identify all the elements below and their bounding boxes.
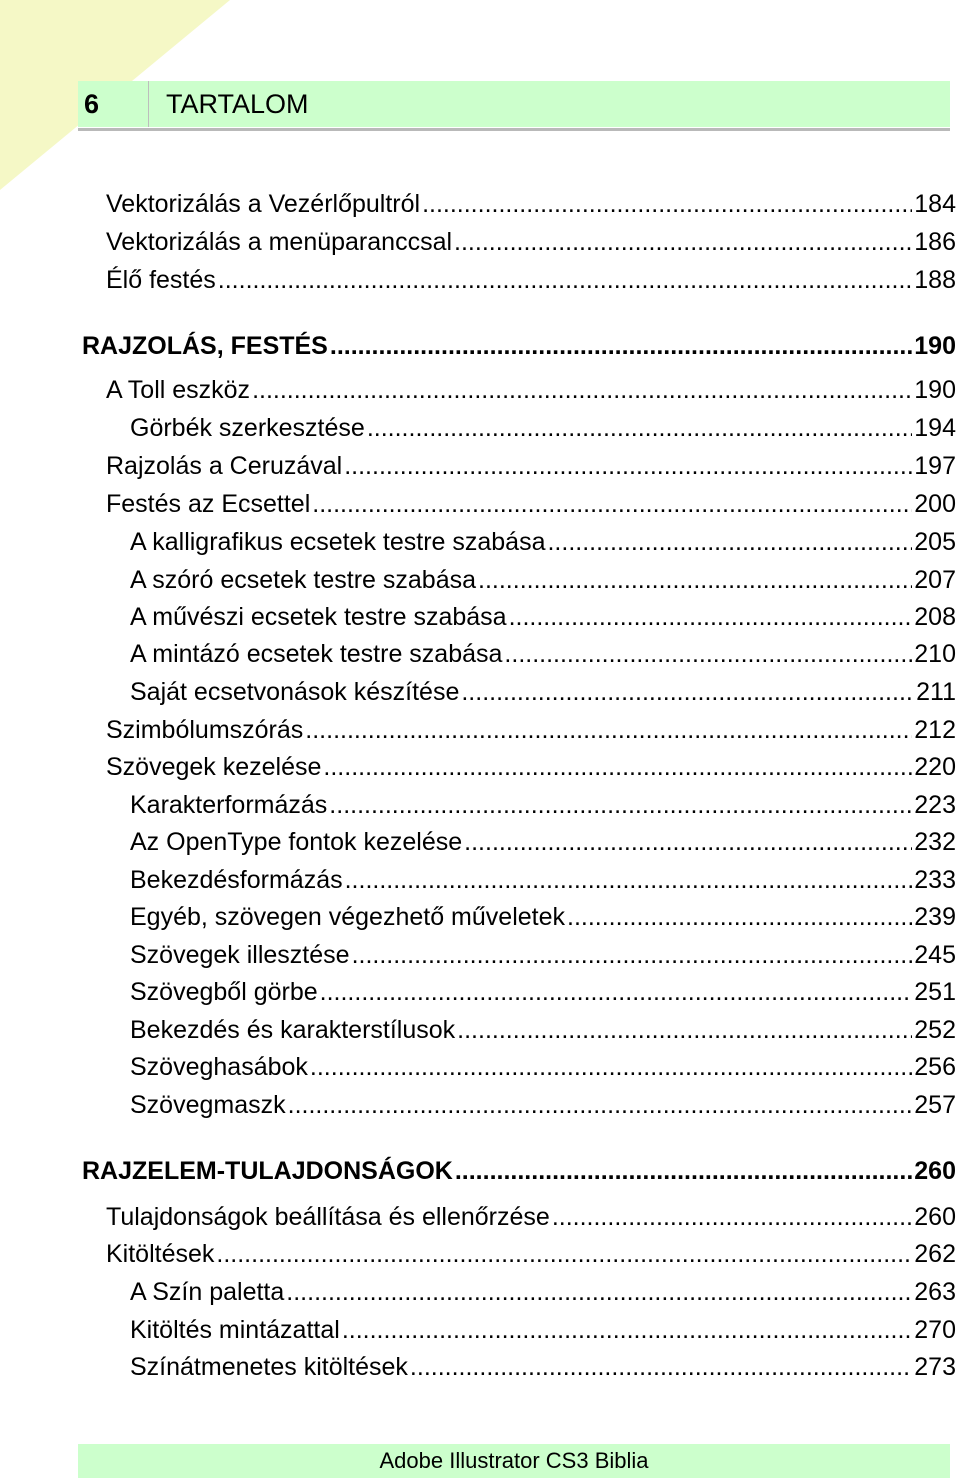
toc-page-number: 256 xyxy=(914,1053,956,1081)
toc-entry-row xyxy=(130,1312,956,1348)
toc-page-number: 205 xyxy=(914,528,956,556)
page-number: 6 xyxy=(84,89,100,119)
toc-entry-row xyxy=(106,712,956,748)
toc-dot-leader xyxy=(422,186,912,222)
toc-page-number: 190 xyxy=(914,376,956,404)
toc-page-number: 270 xyxy=(914,1316,956,1344)
toc-dot-leader xyxy=(457,1012,912,1048)
toc-entry-title: Saját ecsetvonások készítése xyxy=(130,678,460,706)
toc-dot-leader xyxy=(330,328,912,364)
toc-dot-leader xyxy=(410,1349,912,1385)
toc-entry-row xyxy=(130,824,956,860)
toc-entry-row xyxy=(106,1199,956,1235)
toc-dot-leader xyxy=(504,636,912,672)
toc-page-number: 186 xyxy=(914,228,956,256)
toc-dot-leader xyxy=(344,448,912,484)
toc-chapter-row xyxy=(82,328,956,364)
toc-page-number: 251 xyxy=(914,978,956,1006)
toc-entry-title: Festés az Ecsettel xyxy=(106,490,311,518)
toc-entry-row xyxy=(106,749,956,785)
page-title: TARTALOM xyxy=(166,89,309,119)
toc-entry-row xyxy=(130,562,956,598)
toc-page-number: 200 xyxy=(914,490,956,518)
toc-dot-leader xyxy=(478,562,912,598)
toc-page-number: 257 xyxy=(914,1091,956,1119)
toc-dot-leader xyxy=(216,1236,912,1272)
toc-entry-row xyxy=(130,599,956,635)
toc-entry-row xyxy=(130,937,956,973)
toc-entry-title: Szövegek illesztése xyxy=(130,941,350,969)
toc-page-number: 184 xyxy=(914,190,956,218)
toc-entry-title: Kitöltések xyxy=(106,1240,215,1268)
header-divider xyxy=(148,81,149,127)
toc-page-number: 208 xyxy=(914,603,956,631)
toc-entry-row xyxy=(130,974,956,1010)
toc-page-number: 210 xyxy=(914,640,956,668)
toc-page-number: 262 xyxy=(914,1240,956,1268)
toc-dot-leader xyxy=(461,674,914,710)
toc-dot-leader xyxy=(345,862,913,898)
header-rule xyxy=(78,128,950,131)
toc-entry-row xyxy=(130,862,956,898)
toc-entry-title: Színátmenetes kitöltések xyxy=(130,1353,408,1381)
toc-entry-title: A mintázó ecsetek testre szabása xyxy=(130,640,503,668)
toc-entry-title: A kalligrafikus ecsetek testre szabása xyxy=(130,528,546,556)
toc-dot-leader xyxy=(323,749,912,785)
toc-dot-leader xyxy=(218,262,913,298)
toc-dot-leader xyxy=(464,824,912,860)
toc-entry-title: Szövegek kezelése xyxy=(106,753,322,781)
toc-entry-row xyxy=(130,674,956,710)
toc-page-number: 260 xyxy=(914,1203,956,1231)
toc-entry-row xyxy=(106,224,956,260)
toc-dot-leader xyxy=(567,899,912,935)
toc-entry-row xyxy=(130,636,956,672)
toc-entry-title: Bekezdésformázás xyxy=(130,866,343,894)
toc-entry-title: RAJZELEM-TULAJDONSÁGOK xyxy=(82,1157,453,1185)
toc-page-number: 260 xyxy=(914,1157,956,1185)
toc-page-number: 233 xyxy=(914,866,956,894)
toc-entry-title: A Szín paletta xyxy=(130,1278,285,1306)
toc-page-number: 190 xyxy=(914,332,956,360)
toc-entry-row xyxy=(106,372,956,408)
toc-entry-row xyxy=(106,262,956,298)
toc-page-number: 232 xyxy=(914,828,956,856)
toc-entry-row xyxy=(130,524,956,560)
toc-page-number: 273 xyxy=(914,1353,956,1381)
toc-page-number: 212 xyxy=(914,716,956,744)
toc-entry-title: Bekezdés és karakterstílusok xyxy=(130,1016,456,1044)
toc-dot-leader xyxy=(547,524,912,560)
toc-dot-leader xyxy=(454,224,912,260)
toc-page-number: 220 xyxy=(914,753,956,781)
toc-dot-leader xyxy=(286,1274,912,1310)
toc-entry-title: A Toll eszköz xyxy=(106,376,251,404)
toc-entry-title: Vektorizálás a Vezérlőpultról xyxy=(106,190,421,218)
toc-entry-title: A szóró ecsetek testre szabása xyxy=(130,566,477,594)
toc-dot-leader xyxy=(552,1199,912,1235)
page-footer xyxy=(78,1444,950,1478)
toc-dot-leader xyxy=(367,410,912,446)
toc-entry-title: Szövegmaszk xyxy=(130,1091,286,1119)
toc-dot-leader xyxy=(320,974,913,1010)
page-header xyxy=(78,81,950,127)
toc-dot-leader xyxy=(310,1049,912,1085)
toc-entry-title: Szövegből görbe xyxy=(130,978,318,1006)
toc-entry-title: Vektorizálás a menüparanccsal xyxy=(106,228,453,256)
toc-page-number: 245 xyxy=(914,941,956,969)
toc-dot-leader xyxy=(352,937,913,973)
toc-entry-title: A művészi ecsetek testre szabása xyxy=(130,603,507,631)
toc-page-number: 194 xyxy=(914,414,956,442)
toc-page-number: 188 xyxy=(914,266,956,294)
toc-entry-title: Szimbólumszórás xyxy=(106,716,304,744)
toc-page-number: 239 xyxy=(914,903,956,931)
toc-entry-title: Élő festés xyxy=(106,266,216,294)
toc-page-number: 252 xyxy=(914,1016,956,1044)
toc-chapter-row xyxy=(82,1153,956,1189)
toc-dot-leader xyxy=(342,1312,912,1348)
toc-dot-leader xyxy=(509,599,913,635)
toc-entry-title: Rajzolás a Ceruzával xyxy=(106,452,343,480)
toc-entry-row xyxy=(130,410,956,446)
toc-entry-title: Görbék szerkesztése xyxy=(130,414,365,442)
toc-entry-row xyxy=(106,486,956,522)
toc-entry-title: Szöveghasábok xyxy=(130,1053,308,1081)
toc-entry-row xyxy=(106,1236,956,1272)
toc-page-number: 223 xyxy=(914,791,956,819)
toc-entry-title: Az OpenType fontok kezelése xyxy=(130,828,463,856)
footer-title: Adobe Illustrator CS3 Biblia xyxy=(379,1448,649,1473)
toc-entry-title: RAJZOLÁS, FESTÉS xyxy=(82,332,328,360)
toc-entry-row xyxy=(106,448,956,484)
toc-page-number: 211 xyxy=(916,678,956,706)
toc-dot-leader xyxy=(305,712,912,748)
toc-entry-row xyxy=(130,1012,956,1048)
toc-entry-row xyxy=(130,1087,956,1123)
toc-dot-leader xyxy=(312,486,912,522)
toc-dot-leader xyxy=(455,1153,912,1189)
toc-entry-row xyxy=(130,1349,956,1385)
toc-entry-row xyxy=(130,1049,956,1085)
toc-dot-leader xyxy=(252,372,912,408)
toc-page-number: 263 xyxy=(914,1278,956,1306)
toc-entry-row xyxy=(106,186,956,222)
toc-entry-row xyxy=(130,1274,956,1310)
toc-entry-row xyxy=(130,899,956,935)
toc-dot-leader xyxy=(329,787,912,823)
toc-entry-title: Karakterformázás xyxy=(130,791,328,819)
toc-entry-row xyxy=(130,787,956,823)
toc-page-number: 197 xyxy=(914,452,956,480)
toc-dot-leader xyxy=(288,1087,913,1123)
toc-entry-title: Egyéb, szövegen végezhető műveletek xyxy=(130,903,565,931)
toc-entry-title: Tulajdonságok beállítása és ellenőrzése xyxy=(106,1203,550,1231)
toc-entry-title: Kitöltés mintázattal xyxy=(130,1316,340,1344)
toc-page-number: 207 xyxy=(914,566,956,594)
